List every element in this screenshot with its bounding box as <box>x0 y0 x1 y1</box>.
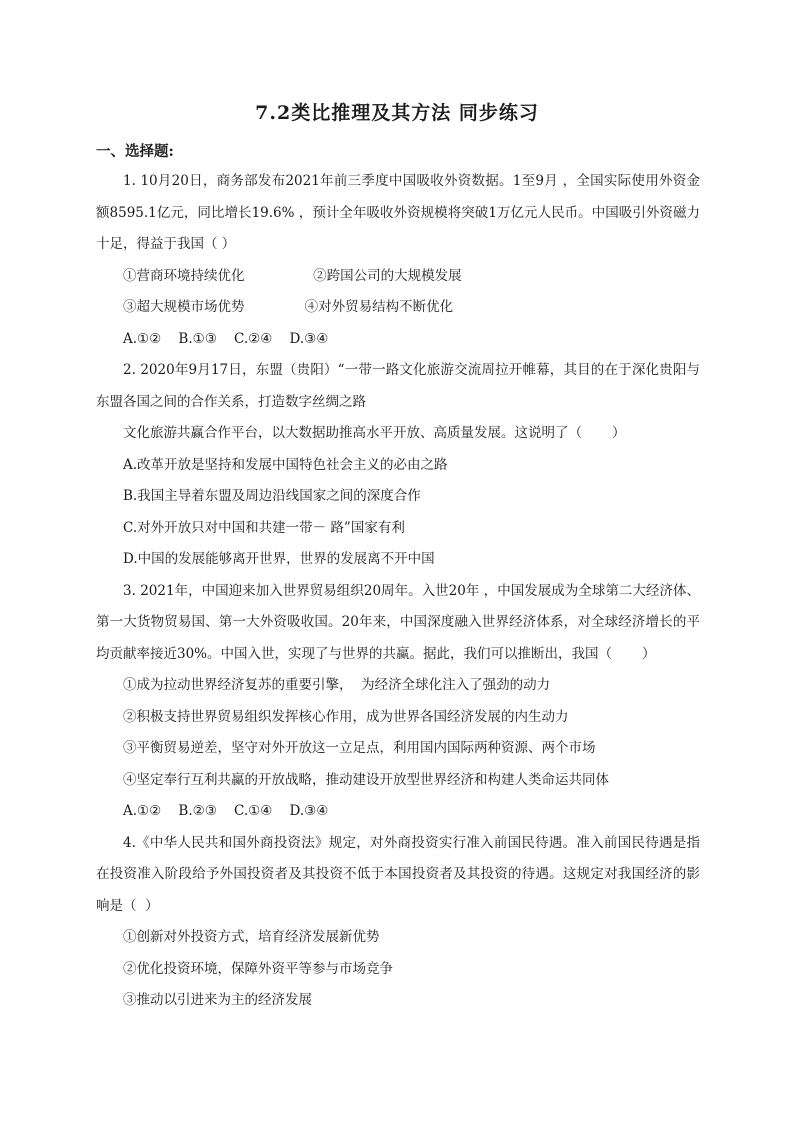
option-line: B.我国主导着东盟及周边沿线国家之间的深度合作 <box>123 488 421 504</box>
question-4 <box>96 828 700 1017</box>
option-line: D.中国的发展能够离开世界，世界的发展离不开中国 <box>123 551 435 567</box>
question-stem: 1. 10月20日，商务部发布2021年前三季度中国吸收外资数据。1至9月 ，全国实际使用外资金额8595.1亿元，同比增长19.6% ，预计全年吸收外资规模将突破1万亿元人民币。中国吸引外资磁力十足，得益于我国（ ） <box>96 173 700 252</box>
option-line: ②优化投资环境，保障外资平等参与市场竞争 <box>123 960 393 977</box>
option-line: ①成为拉动世界经济复苏的重要引擎， 为经济全球化注入了强劲的动力 <box>123 677 551 693</box>
option-line: A.改革开放是坚持和发展中国特色社会主义的必由之路 <box>123 456 448 473</box>
answer-choices: A.①② B.①③ C.②④ D.③④ <box>123 330 329 347</box>
option-line: ③推动以引进来为主的经济发展 <box>123 992 312 1008</box>
option-line: ④坚定奉行互利共赢的开放战略，推动建设开放型世界经济和构建人类命运共同体 <box>123 771 609 788</box>
section-heading: 一、选择题: <box>96 143 174 160</box>
option-line: ②积极支持世界贸易组织发挥核心作用，成为世界各国经济发展的内生动力 <box>123 708 569 725</box>
option-line: ①创新对外投资方式，培育经济发展新优势 <box>123 929 380 945</box>
answer-choices: A.①② B.②③ C.①④ D.③④ <box>123 803 329 819</box>
question-list <box>96 166 700 1017</box>
question-stem: 2. 2020年9月17日，东盟（贵阳）“一带一路文化旅游交流周拉开帷幕，其目的在于深化贵阳与东盟各国之间的合作关系，打造数字丝绸之路 <box>96 362 700 410</box>
question-3 <box>96 576 700 828</box>
option-line: ①营商环境持续优化 ②跨国公司的大规模发展 <box>123 267 462 284</box>
question-stem: 4.《中华人民共和国外商投资法》规定，对外商投资实行准入前国民待遇。准入前国民待遇是指在投资准入阶段给予外国投资者及其投资不低于本国投资者及其投资的待遇。这规定对我国经济的影响是（ ） <box>96 834 700 914</box>
option-line: ③超大规模市场优势 ④对外贸易结构不断优化 <box>123 299 454 315</box>
question-1 <box>96 166 700 355</box>
question-stem: 3. 2021年，中国迎来加入世界贸易组织20周年。入世20年 ，中国发展成为全球第二大经济体、第一大货物贸易国、第一大外资吸收国。20年来，中国深度融入世界经济体系，对全球经济增长的平均贡献率接近30%。中国入世，实现了与世界的共赢。据此，我们可以推断出，我国（ ） <box>96 582 700 662</box>
question-2 <box>96 355 700 576</box>
option-line: ③平衡贸易逆差，坚守对外开放这一立足点，利用国内国际两种资源、两个市场 <box>123 740 596 756</box>
option-line: C.对外开放只对中国和共建一带－ 路”国家有利 <box>123 519 405 536</box>
page-title: 7.2类比推理及其方法 同步练习 <box>255 102 539 124</box>
question-stem-continued: 文化旅游共赢合作平台，以大数据助推高水平开放、高质量发展。这说明了（ ） <box>123 425 626 441</box>
